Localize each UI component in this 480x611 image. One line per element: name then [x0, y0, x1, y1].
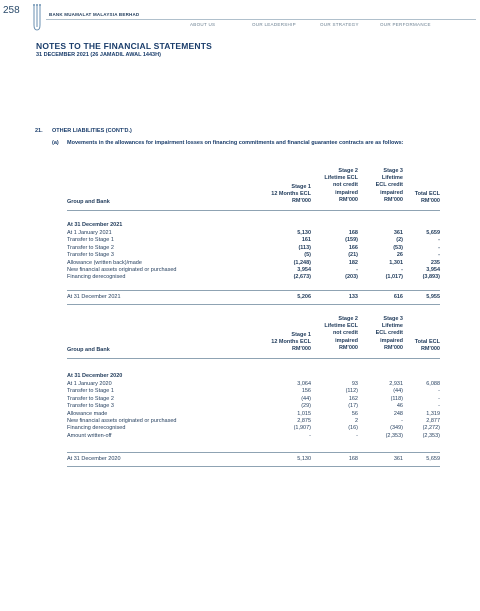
- row-value: (2,272): [422, 425, 440, 432]
- row-value: (1,907): [293, 425, 311, 432]
- section-number: 21.: [35, 128, 43, 134]
- header-divider: [46, 19, 476, 20]
- row-value: 6,088: [426, 381, 440, 387]
- row-value: -: [438, 395, 440, 402]
- row-value: 248: [393, 410, 403, 417]
- row-label: Amount written-off: [67, 432, 112, 439]
- nav-our-performance[interactable]: OUR PERFORMANCE: [380, 22, 431, 27]
- table-row: [67, 260, 440, 267]
- row-label: Allowance made: [67, 410, 108, 417]
- row-value: (203): [345, 274, 358, 281]
- row-label: Financing derecognised: [67, 425, 126, 432]
- closing-top-rule-2021: [67, 290, 440, 291]
- closing-row-2021: At 31 December 2021 5,206 133 616 5,955: [67, 294, 440, 300]
- header-stage1: Stage 1 12 Months ECL RM'000: [271, 184, 311, 205]
- row-value: -: [356, 432, 358, 439]
- row-value: (29): [301, 403, 311, 410]
- row-value: 1,319: [426, 410, 440, 417]
- row-value: 1,301: [389, 259, 403, 266]
- row-value: 2,877: [426, 418, 440, 424]
- row-value: -: [309, 432, 311, 439]
- row-value: (17): [348, 403, 358, 410]
- row-label: Transfer to Stage 3: [67, 403, 114, 410]
- page-subtitle: 31 DECEMBER 2021 (26 JAMADIL AWAL 1443H): [36, 52, 161, 58]
- closing-bottom-rule-2020: [67, 466, 440, 467]
- row-value: (44): [393, 388, 403, 395]
- row-value: -: [401, 267, 403, 273]
- row-value: 361: [393, 230, 403, 236]
- row-value: (1,248): [293, 259, 311, 266]
- table-row: [67, 245, 440, 252]
- row-label: Financing derecognised: [67, 274, 126, 281]
- row-value: (3,893): [422, 274, 440, 281]
- table-row: [67, 267, 440, 274]
- row-value: -: [438, 237, 440, 244]
- row-value: 1,015: [297, 410, 311, 417]
- row-label: At 1 January 2020: [67, 381, 112, 387]
- row-value: 3,954: [297, 267, 311, 273]
- subsection-text: Movements in the allowances for impairment losses on financing commitments and financial guarantee contracts are as follows:: [67, 140, 404, 146]
- header-divider-2020: [67, 358, 440, 359]
- header-total: Total ECL RM'000: [414, 191, 440, 205]
- row-value: 5,130: [297, 230, 311, 236]
- year-heading-2021: At 31 December 2021: [67, 222, 123, 228]
- row-value: 46: [396, 403, 403, 410]
- row-value: (16): [348, 425, 358, 432]
- bank-name: BANK MUAMALAT MALAYSIA BERHAD: [49, 12, 140, 17]
- row-value: -: [401, 418, 403, 424]
- row-value: -: [438, 388, 440, 395]
- row-value: -: [356, 267, 358, 273]
- section-title: OTHER LIABILITIES (CONT'D.): [52, 128, 132, 134]
- row-value: 2,875: [297, 418, 311, 424]
- year-heading-2020: At 31 December 2020: [67, 373, 123, 379]
- table-row: [67, 388, 440, 395]
- row-value: -: [438, 252, 440, 259]
- row-value: 56: [351, 410, 358, 417]
- row-label: Transfer to Stage 2: [67, 395, 114, 402]
- row-value: (1,017): [385, 274, 403, 281]
- table-row: [67, 411, 440, 418]
- row-value: (349): [390, 425, 403, 432]
- row-value: (159): [345, 237, 358, 244]
- table-row: [67, 230, 440, 237]
- table-row: [67, 237, 440, 244]
- header-stage2: Stage 2 Lifetime ECL not credit impaired RM'000: [324, 168, 358, 203]
- row-value: (113): [298, 244, 311, 251]
- table-row: [67, 274, 440, 281]
- row-value: 26: [396, 252, 403, 259]
- table-row: [67, 403, 440, 410]
- row-value: 5,659: [426, 230, 440, 236]
- row-label: New financial assets originated or purchased: [67, 267, 177, 273]
- row-label: Allowance (written back)/made: [67, 259, 142, 266]
- bank-logo-icon: [31, 3, 43, 33]
- page-number: 258: [3, 5, 20, 16]
- page-title: NOTES TO THE FINANCIAL STATEMENTS: [36, 41, 212, 51]
- row-value: (2,353): [385, 432, 403, 439]
- header-stage3: Stage 3 Lifetime ECL credit impaired RM'000: [375, 168, 403, 203]
- header-stage2-2020: Stage 2 Lifetime ECL not credit impaired RM'000: [324, 316, 358, 351]
- group-and-bank-label: Group and Bank: [67, 199, 110, 205]
- table-row: [67, 381, 440, 388]
- group-and-bank-label-2020: Group and Bank: [67, 347, 110, 353]
- nav-our-strategy[interactable]: OUR STRATEGY: [320, 22, 359, 27]
- row-value: (2,353): [422, 432, 440, 439]
- header-divider-2021: [67, 210, 440, 211]
- row-value: 2: [354, 418, 358, 424]
- row-value: 3,064: [297, 381, 311, 387]
- row-value: (112): [345, 388, 358, 395]
- row-label: Transfer to Stage 2: [67, 244, 114, 251]
- row-value: 168: [348, 230, 358, 236]
- page-header: [0, 0, 480, 40]
- table-row: [67, 396, 440, 403]
- row-label: Transfer to Stage 3: [67, 252, 114, 259]
- table-row: [67, 425, 440, 432]
- nav-our-leadership[interactable]: OUR LEADERSHIP: [252, 22, 296, 27]
- row-value: -: [438, 403, 440, 410]
- row-value: -: [438, 244, 440, 251]
- row-label: At 1 January 2021: [67, 230, 112, 236]
- nav-about-us[interactable]: ABOUT US: [190, 22, 216, 27]
- row-value: 161: [301, 237, 311, 244]
- row-value: 166: [348, 244, 358, 251]
- header-stage3-2020: Stage 3 Lifetime ECL credit impaired RM'000: [375, 316, 403, 351]
- row-value: (2): [396, 237, 403, 244]
- header-stage1-2020: Stage 1 12 Months ECL RM'000: [271, 332, 311, 353]
- row-value: 2,931: [389, 381, 403, 387]
- row-value: 93: [351, 381, 358, 387]
- subsection-label: (a): [52, 140, 59, 146]
- closing-row-2020: At 31 December 2020 5,130 168 361 5,659: [67, 456, 440, 462]
- closing-bottom-rule-2021: [67, 304, 440, 305]
- header-total-2020: Total ECL RM'000: [414, 339, 440, 353]
- row-value: 162: [348, 395, 358, 402]
- row-value: (2,673): [293, 274, 311, 281]
- row-value: (21): [348, 252, 358, 259]
- row-value: 235: [430, 259, 440, 266]
- table-row: [67, 418, 440, 425]
- row-value: (44): [301, 395, 311, 402]
- row-value: 3,954: [426, 267, 440, 273]
- row-value: 182: [348, 259, 358, 266]
- table-row: [67, 252, 440, 259]
- closing-top-rule-2020: [67, 452, 440, 453]
- row-value: (118): [390, 395, 403, 402]
- row-label: Transfer to Stage 1: [67, 388, 114, 395]
- table-row: [67, 433, 440, 440]
- row-value: 156: [301, 388, 311, 395]
- row-value: (53): [393, 244, 403, 251]
- row-value: (5): [304, 252, 311, 259]
- row-label: Transfer to Stage 1: [67, 237, 114, 244]
- row-label: New financial assets originated or purchased: [67, 418, 177, 424]
